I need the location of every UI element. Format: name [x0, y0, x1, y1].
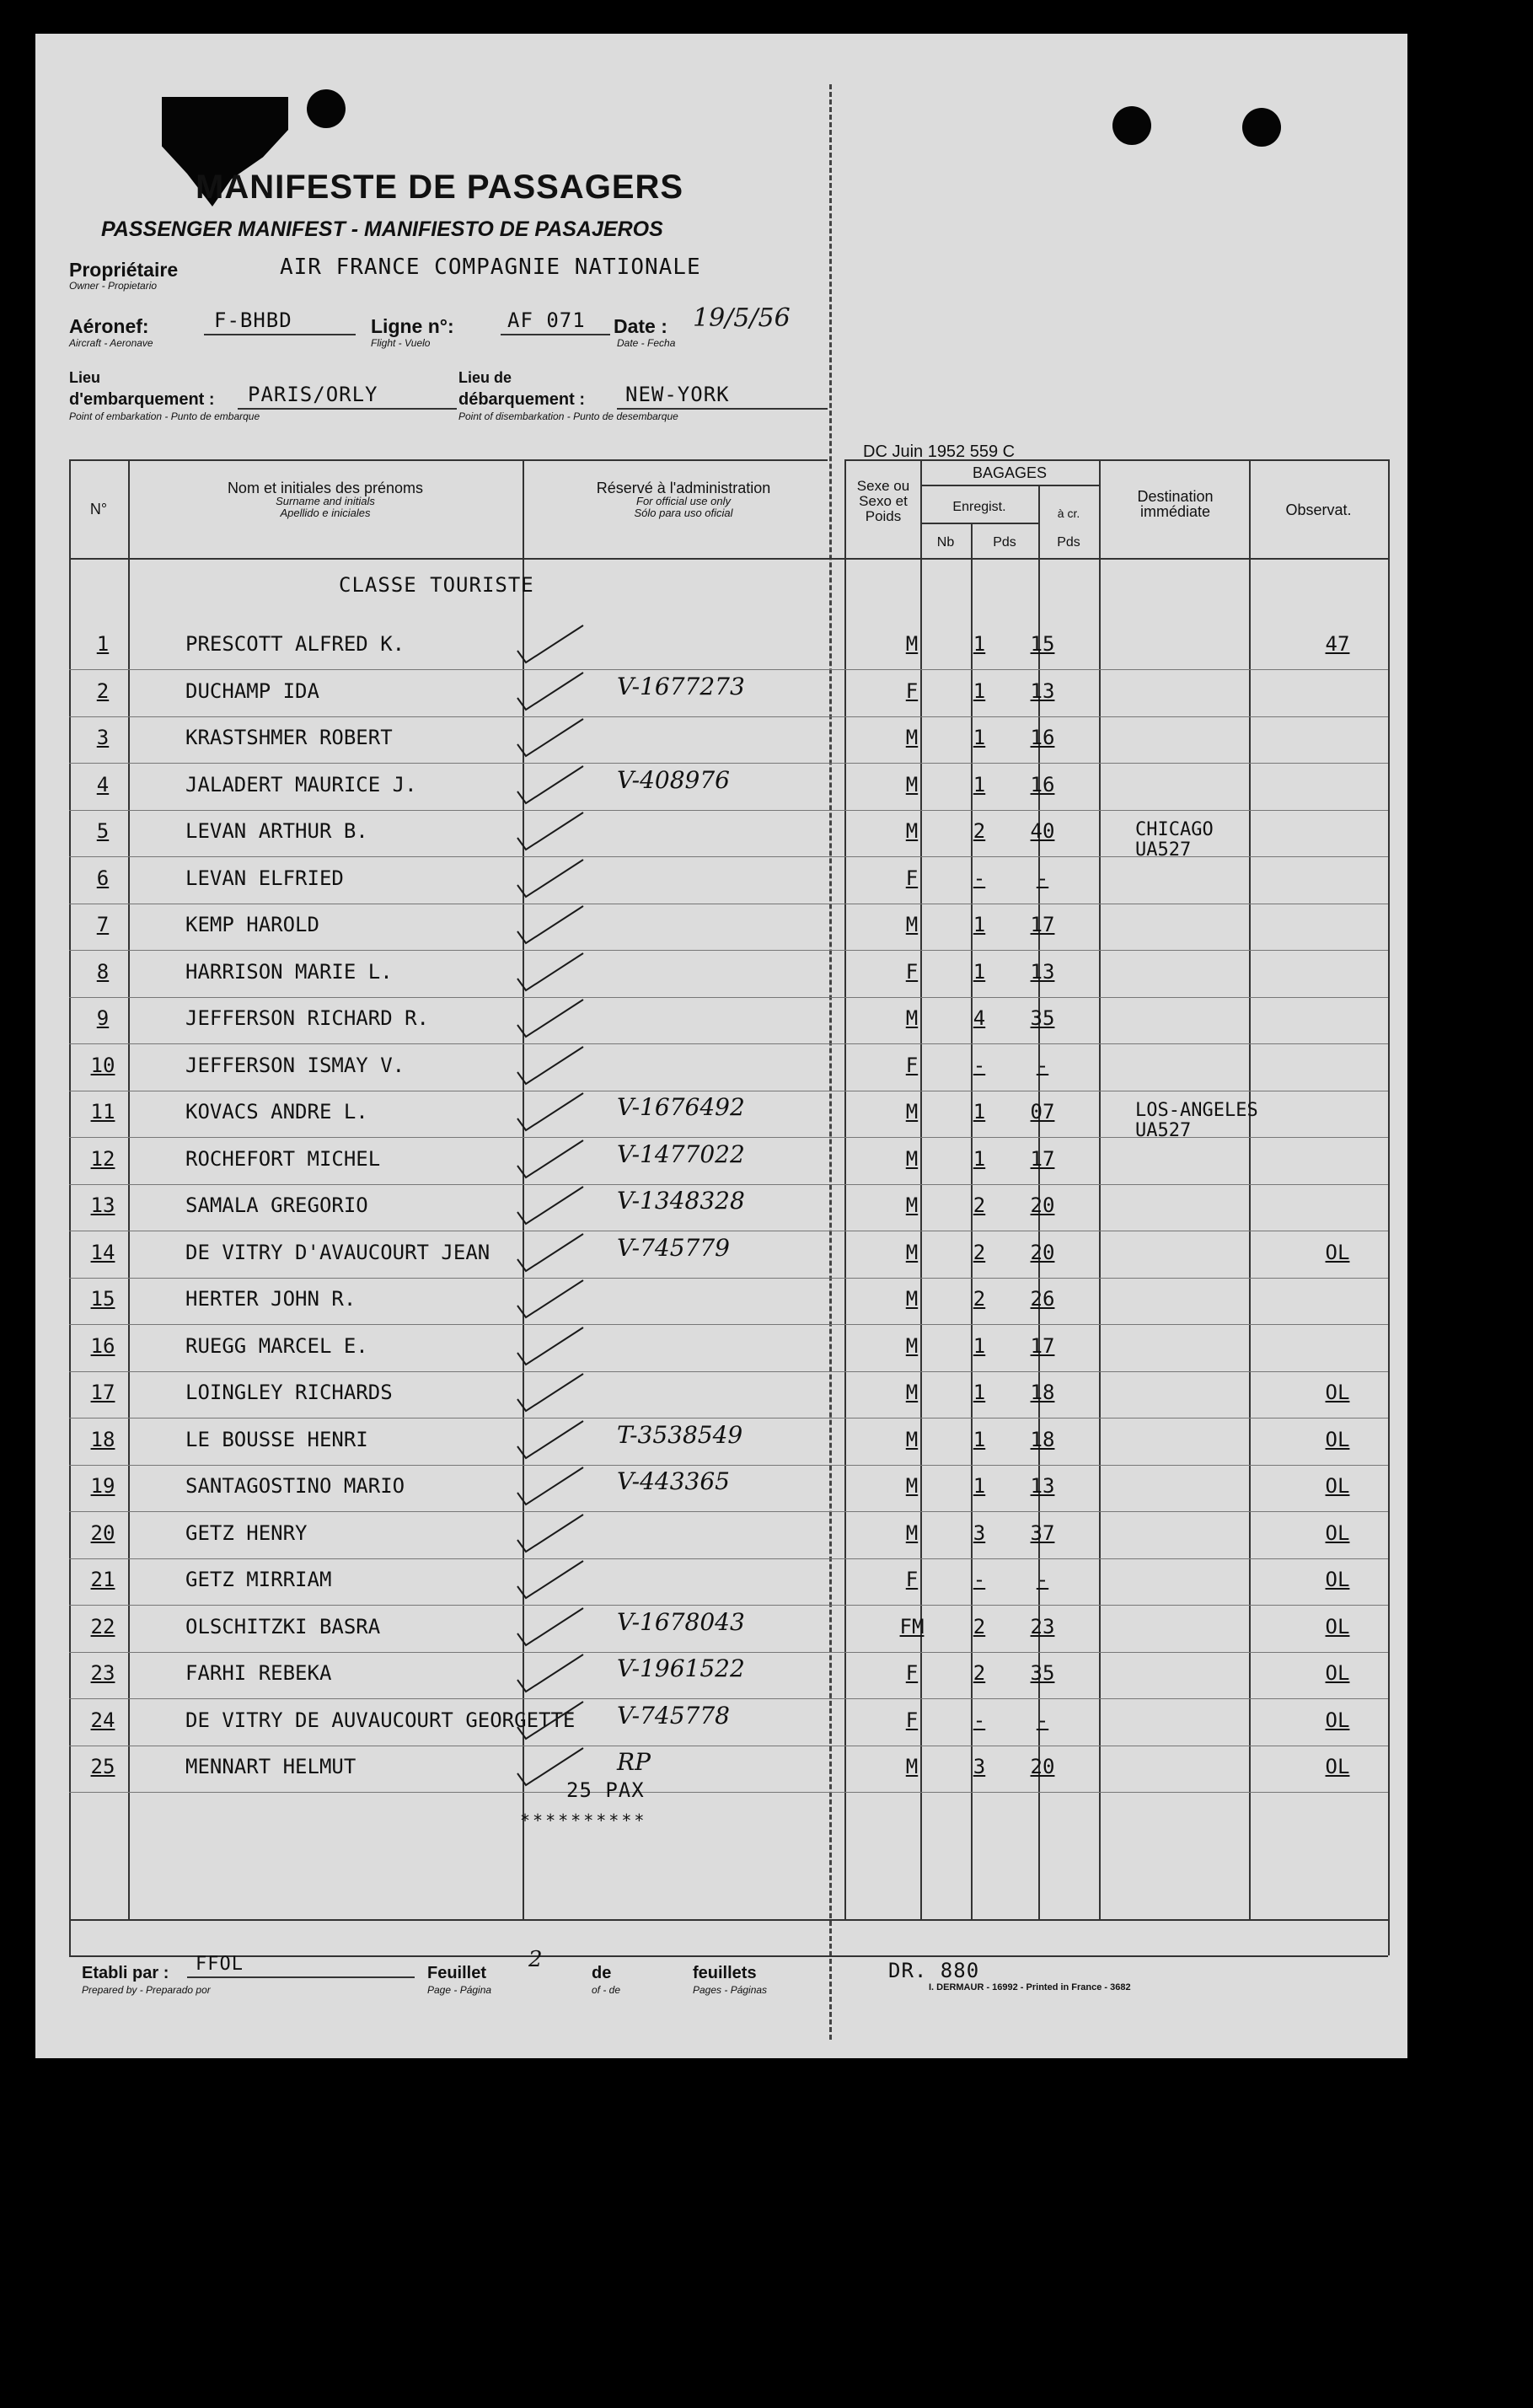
check-mark-icon [516, 1606, 592, 1649]
baggage-weight: - [1036, 1708, 1049, 1732]
table-row [69, 624, 1384, 670]
passenger-number: 6 [96, 866, 110, 890]
baggage-count: 1 [973, 1381, 986, 1404]
passenger-number: 1 [96, 632, 110, 656]
baggage-count: 2 [973, 1614, 986, 1638]
col-admin-sub-2: Sólo para uso oficial [634, 507, 733, 519]
total-pax: 25 PAX [566, 1778, 645, 1802]
date-value: 19/5/56 [693, 303, 791, 333]
destination: LOS-ANGELES [1135, 1100, 1258, 1121]
baggage-weight: 07 [1030, 1100, 1055, 1124]
table-row [69, 1419, 1384, 1466]
baggage-weight: - [1036, 1053, 1049, 1077]
col-name-sub-1: Surname and initials [276, 495, 375, 507]
prepared-value: FFOL [196, 1954, 244, 1975]
table-row [69, 1700, 1384, 1746]
passenger-number: 22 [90, 1614, 115, 1638]
passenger-name: SAMALA GREGORIO [185, 1193, 368, 1217]
passenger-sex: M [905, 772, 919, 796]
baggage-weight: 26 [1030, 1287, 1055, 1311]
check-mark-icon [516, 1653, 592, 1695]
col-name [128, 480, 523, 519]
passenger-number: 5 [96, 819, 110, 843]
official-ref: V-745779 [617, 1233, 730, 1262]
table-row [69, 811, 1384, 861]
dr-number: DR. 880 [888, 1959, 980, 1982]
passenger-name: OLSCHITZKI BASRA [185, 1614, 381, 1638]
baggage-weight: - [1036, 1568, 1049, 1591]
prepared-sub: Prepared by - Preparado por [82, 1984, 211, 1996]
baggage-weight: 35 [1030, 1661, 1055, 1685]
baggage-weight: 17 [1030, 913, 1055, 936]
passenger-sex: M [905, 726, 919, 749]
table-row [69, 1653, 1384, 1699]
passenger-sex: M [905, 1755, 919, 1778]
baggage-weight: - [1036, 866, 1049, 890]
official-ref: V-1348328 [617, 1187, 745, 1215]
passenger-number: 16 [90, 1333, 115, 1358]
passenger-name: JALADERT MAURICE J. [185, 772, 417, 796]
check-mark-icon [516, 1045, 592, 1087]
sheets-label: feuillets [693, 1964, 757, 1982]
flight-sub: Flight - Vuelo [371, 337, 431, 349]
baggage-count: - [973, 1708, 986, 1732]
baggage-count: 1 [973, 772, 986, 796]
date-sub: Date - Fecha [617, 337, 676, 349]
official-ref: V-1676492 [617, 1093, 745, 1121]
form-ref: DC Juin 1952 559 C [863, 442, 1016, 461]
sheet-sub: Page - Página [427, 1984, 492, 1996]
passenger-number: 24 [90, 1708, 115, 1732]
passenger-name: PRESCOTT ALFRED K. [185, 632, 405, 656]
passenger-number: 19 [90, 1474, 115, 1498]
col-enregist: Enregist. [952, 500, 1006, 514]
total-stars: ********** [520, 1810, 647, 1831]
manifest-page [35, 34, 1407, 2058]
check-mark-icon [516, 811, 592, 853]
passenger-name: SANTAGOSTINO MARIO [185, 1474, 405, 1498]
check-mark-icon [516, 1466, 592, 1508]
passenger-name: ROCHEFORT MICHEL [185, 1146, 381, 1171]
col-no: N° [89, 501, 108, 518]
destination: CHICAGO [1135, 819, 1214, 840]
observation: OL [1325, 1708, 1350, 1732]
of-sub: of - de [592, 1984, 621, 1996]
disembark-value: NEW-YORK [625, 383, 730, 406]
passenger-sex: F [905, 1661, 919, 1685]
baggage-weight: 23 [1030, 1614, 1055, 1638]
passenger-number: 21 [90, 1568, 115, 1591]
passenger-number: 12 [90, 1146, 115, 1171]
baggage-count: 2 [973, 819, 986, 843]
baggage-weight: 37 [1030, 1520, 1055, 1545]
passenger-number: 10 [90, 1053, 115, 1077]
table-row [69, 1559, 1384, 1606]
aircraft-label: Aéronef: [69, 315, 149, 337]
passenger-sex: M [905, 913, 919, 936]
baggage-count: 1 [973, 1100, 986, 1124]
official-ref: V-1477022 [617, 1140, 745, 1168]
official-ref: V-745778 [617, 1701, 730, 1730]
disembark-label-1: Lieu de [458, 369, 512, 386]
baggage-count: 1 [973, 1427, 986, 1451]
passenger-sex: M [905, 1006, 919, 1030]
baggage-count: 1 [973, 632, 986, 656]
passenger-name: LOINGLEY RICHARDS [185, 1381, 393, 1404]
passenger-name: LEVAN ELFRIED [185, 866, 344, 890]
manifest-title: MANIFESTE DE PASSAGERS [196, 169, 684, 206]
baggage-count: 2 [973, 1661, 986, 1685]
baggage-count: - [973, 1053, 986, 1077]
check-mark-icon [516, 1139, 592, 1181]
passenger-sex: F [905, 1708, 919, 1732]
passenger-name: DE VITRY D'AVAUCOURT JEAN [185, 1240, 490, 1264]
table-row [69, 1606, 1384, 1653]
check-mark-icon [516, 1326, 592, 1368]
embark-label-2: d'embarquement : [69, 390, 215, 409]
owner-value: AIR FRANCE COMPAGNIE NATIONALE [280, 255, 701, 280]
observation: OL [1325, 1614, 1350, 1638]
baggage-count: 1 [973, 1333, 986, 1358]
date-label: Date : [614, 315, 667, 337]
official-ref: V-443365 [617, 1467, 730, 1495]
check-mark-icon [516, 717, 592, 759]
check-mark-icon [516, 1091, 592, 1134]
passenger-number: 14 [90, 1240, 115, 1264]
check-mark-icon [516, 1279, 592, 1321]
disembark-sub: Point of disembarkation - Punto de desembarque [458, 410, 678, 422]
table-row [69, 904, 1384, 951]
passenger-sex: FM [899, 1614, 925, 1638]
col-pds: Pds [993, 535, 1016, 550]
table-row [69, 1466, 1384, 1512]
col-admin-label: Réservé à l'administration [596, 480, 771, 496]
punch-hole-left [307, 89, 346, 128]
baggage-weight: 16 [1030, 726, 1055, 749]
passenger-number: 15 [90, 1287, 115, 1311]
punch-hole-right-1 [1112, 106, 1151, 145]
baggage-weight: 20 [1030, 1193, 1055, 1217]
check-mark-icon [516, 1700, 592, 1742]
check-mark-icon [516, 1372, 592, 1414]
passenger-number: 7 [96, 913, 110, 936]
owner-sub: Owner - Propietario [69, 280, 158, 292]
table-row [69, 1091, 1384, 1141]
observation: OL [1325, 1568, 1350, 1591]
table-row [69, 1326, 1384, 1372]
baggage-count: 1 [973, 726, 986, 749]
class-label: CLASSE TOURISTE [339, 573, 534, 597]
check-mark-icon [516, 671, 592, 713]
passenger-number: 25 [90, 1755, 115, 1778]
baggage-weight: 15 [1030, 632, 1055, 656]
baggage-count: 1 [973, 959, 986, 984]
passenger-name: MENNART HELMUT [185, 1755, 356, 1778]
passenger-sex: M [905, 1193, 919, 1217]
passenger-sex: M [905, 1333, 919, 1358]
passenger-sex: F [905, 678, 919, 703]
table-row [69, 764, 1384, 811]
passenger-sex: M [905, 1474, 919, 1498]
col-dest: Destination immédiate [1137, 488, 1214, 520]
observation: OL [1325, 1755, 1350, 1778]
aircraft-value: F-BHBD [214, 308, 292, 332]
sheet-value: 2 [528, 1947, 543, 1972]
passenger-sex: F [905, 866, 919, 890]
baggage-weight: 16 [1030, 772, 1055, 796]
passenger-name: KOVACS ANDRE L. [185, 1100, 368, 1124]
official-ref: V-1678043 [617, 1607, 745, 1636]
passenger-name: FARHI REBEKA [185, 1661, 332, 1685]
passenger-sex: F [905, 959, 919, 984]
baggage-count: - [973, 1568, 986, 1591]
passenger-number: 2 [96, 678, 110, 703]
baggage-weight: 20 [1030, 1755, 1055, 1778]
printer-line: I. DERMAUR - 16992 - Printed in France - 3682 [929, 1982, 1131, 1992]
check-mark-icon [516, 858, 592, 900]
table-row [69, 1513, 1384, 1559]
col-nb: Nb [936, 535, 955, 550]
embark-sub: Point of embarkation - Punto de embarque [69, 410, 260, 422]
baggage-count: 1 [973, 678, 986, 703]
disembark-label-2: débarquement : [458, 390, 586, 409]
official-ref: V-1961522 [617, 1654, 745, 1682]
passenger-name: GETZ HENRY [185, 1520, 308, 1545]
official-ref: RP [617, 1748, 651, 1776]
owner-label: Propriétaire [69, 259, 179, 281]
sheets-sub: Pages - Páginas [693, 1984, 768, 1996]
passenger-name: LE BOUSSE HENRI [185, 1427, 368, 1451]
flight-label: Ligne n°: [371, 315, 454, 337]
passenger-name: KRASTSHMER ROBERT [185, 726, 393, 749]
observation: OL [1325, 1240, 1350, 1264]
passenger-name: JEFFERSON ISMAY V. [185, 1053, 405, 1077]
passenger-sex: M [905, 632, 919, 656]
passenger-sex: M [905, 1520, 919, 1545]
official-ref: V-1677273 [617, 672, 745, 700]
destination-flight: UA527 [1135, 839, 1192, 861]
check-mark-icon [516, 624, 592, 666]
passenger-sex: M [905, 1100, 919, 1124]
observation: OL [1325, 1661, 1350, 1685]
passenger-number: 13 [90, 1193, 115, 1217]
of-label: de [592, 1964, 612, 1982]
passenger-name: DE VITRY DE AUVAUCOURT GEORGETTE [185, 1708, 576, 1732]
check-mark-icon [516, 1185, 592, 1227]
observation: OL [1325, 1381, 1350, 1404]
passenger-name: KEMP HAROLD [185, 913, 319, 936]
flight-value: AF 071 [507, 308, 586, 332]
baggage-count: - [973, 866, 986, 890]
passenger-number: 11 [90, 1100, 115, 1124]
check-mark-icon [516, 904, 592, 947]
passenger-sex: M [905, 1146, 919, 1171]
passenger-sex: M [905, 1381, 919, 1404]
col-admin [523, 480, 844, 519]
baggage-weight: 35 [1030, 1006, 1055, 1030]
baggage-weight: 20 [1030, 1240, 1055, 1264]
passenger-number: 23 [90, 1661, 115, 1685]
col-name-label: Nom et initiales des prénoms [227, 480, 424, 496]
passenger-number: 3 [96, 726, 110, 749]
passenger-sex: M [905, 819, 919, 843]
col-sex: Sexe ou Sexo et Poids [856, 478, 910, 524]
table-row [69, 952, 1384, 998]
check-mark-icon [516, 1559, 592, 1601]
table-row [69, 858, 1384, 904]
passenger-name: GETZ MIRRIAM [185, 1568, 332, 1591]
passenger-sex: M [905, 1287, 919, 1311]
table-row [69, 671, 1384, 717]
baggage-weight: 18 [1030, 1427, 1055, 1451]
passenger-name: DUCHAMP IDA [185, 678, 319, 703]
baggage-weight: 13 [1030, 1474, 1055, 1498]
passenger-name: JEFFERSON RICHARD R. [185, 1006, 429, 1030]
table-row [69, 1232, 1384, 1279]
table-row [69, 717, 1384, 764]
passenger-number: 9 [96, 1006, 110, 1030]
aircraft-sub: Aircraft - Aeronave [69, 337, 153, 349]
baggage-count: 1 [973, 1146, 986, 1171]
baggage-count: 2 [973, 1240, 986, 1264]
passenger-name: RUEGG MARCEL E. [185, 1333, 368, 1358]
official-ref: T-3538549 [617, 1420, 743, 1449]
col-obs: Observat. [1285, 501, 1352, 518]
col-a-cr: à cr. [1057, 507, 1080, 520]
table-row [69, 1185, 1384, 1231]
passenger-sex: M [905, 1240, 919, 1264]
passenger-number: 8 [96, 959, 110, 984]
baggage-count: 2 [973, 1193, 986, 1217]
embark-label-1: Lieu [69, 369, 101, 386]
passenger-number: 17 [90, 1381, 115, 1404]
baggage-count: 3 [973, 1755, 986, 1778]
check-mark-icon [516, 1232, 592, 1274]
baggage-count: 4 [973, 1006, 986, 1030]
passenger-name: HARRISON MARIE L. [185, 959, 393, 984]
baggage-count: 3 [973, 1520, 986, 1545]
passenger-name: LEVAN ARTHUR B. [185, 819, 368, 843]
passenger-sex: F [905, 1568, 919, 1591]
table-row [69, 1279, 1384, 1325]
table-row [69, 1372, 1384, 1419]
embark-value: PARIS/ORLY [248, 383, 378, 406]
passenger-sex: M [905, 1427, 919, 1451]
row-divider [69, 1792, 1388, 1793]
table-row [69, 1139, 1384, 1185]
check-mark-icon [516, 1513, 592, 1555]
baggage-count: 1 [973, 1474, 986, 1498]
baggage-weight: 17 [1030, 1146, 1055, 1171]
destination-flight: UA527 [1135, 1120, 1192, 1141]
col-name-sub-2: Apellido e iniciales [280, 507, 371, 519]
baggage-count: 2 [973, 1287, 986, 1311]
col-admin-sub-1: For official use only [636, 495, 731, 507]
passenger-number: 4 [96, 772, 110, 796]
col-bagages: BAGAGES [972, 464, 1048, 481]
sheet-label: Feuillet [427, 1964, 487, 1982]
table-row [69, 998, 1384, 1044]
check-mark-icon [516, 998, 592, 1040]
check-mark-icon [516, 1419, 592, 1461]
punch-hole-right-2 [1242, 108, 1281, 147]
baggage-weight: 13 [1030, 678, 1055, 703]
baggage-count: 1 [973, 913, 986, 936]
check-mark-icon [516, 952, 592, 994]
official-ref: V-408976 [617, 765, 730, 794]
passenger-name: HERTER JOHN R. [185, 1287, 356, 1311]
passenger-sex: F [905, 1053, 919, 1077]
observation: OL [1325, 1520, 1350, 1545]
baggage-weight: 18 [1030, 1381, 1055, 1404]
observation: OL [1325, 1427, 1350, 1451]
passenger-number: 18 [90, 1427, 115, 1451]
passenger-number: 20 [90, 1520, 115, 1545]
observation: OL [1325, 1474, 1350, 1498]
check-mark-icon [516, 764, 592, 807]
baggage-weight: 40 [1030, 819, 1055, 843]
manifest-subtitle: PASSENGER MANIFEST - MANIFIESTO DE PASAJEROS [101, 217, 663, 241]
baggage-weight: 13 [1030, 959, 1055, 984]
col-pds2: Pds [1057, 535, 1080, 550]
observation: 47 [1325, 632, 1350, 656]
table-row [69, 1746, 1384, 1793]
prepared-label: Etabli par : [82, 1964, 169, 1982]
table-row [69, 1045, 1384, 1091]
baggage-weight: 17 [1030, 1333, 1055, 1358]
